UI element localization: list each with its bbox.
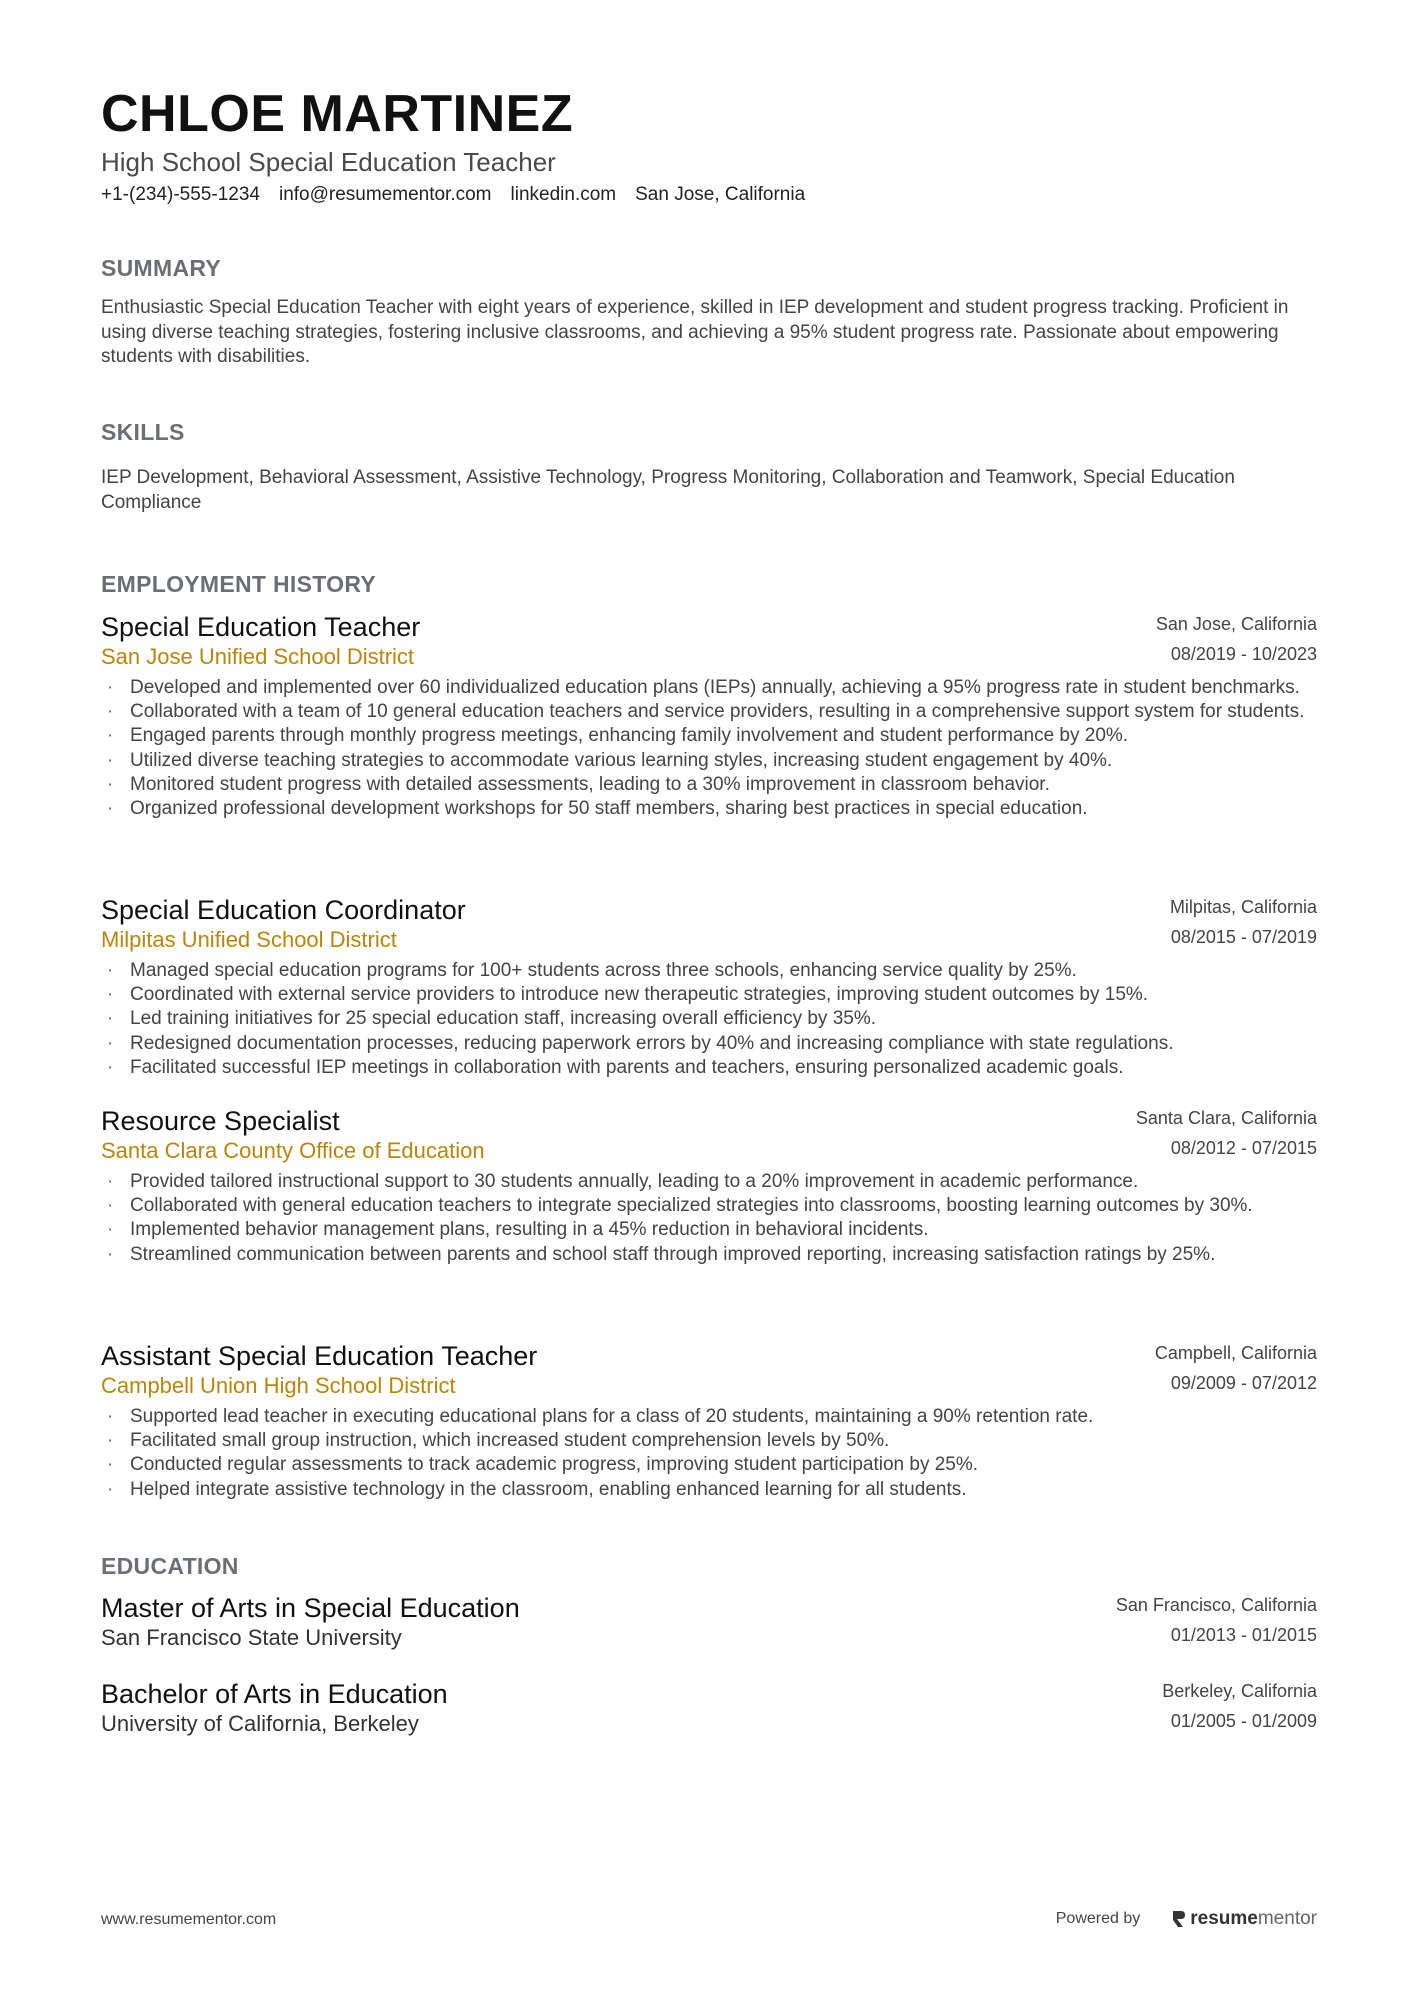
email: info@resumementor.com — [278, 184, 492, 205]
job-bullet: · Provided tailored instructional support to 30 students annually, leading to a 20% improvement in academic performance. — [101, 1170, 1317, 1194]
job-bullet: · Engaged parents through monthly progress meetings, enhancing family involvement and student performance by 20%. — [101, 724, 1317, 748]
job-bullet: · Facilitated successful IEP meetings in collaboration with parents and teachers, ensuring personalized academic goals. — [101, 1056, 1317, 1080]
phone: +1-(234)-555-1234 — [101, 184, 260, 205]
job-title: Assistant Special Education Teacher — [101, 1341, 538, 1371]
brand-logo[interactable] — [1170, 1908, 1317, 1930]
summary-text: Enthusiastic Special Education Teacher with eight years of experience, skilled in IEP development and student progress tracking. Proficient in using diverse teaching strategies, fostering inclusive classrooms, and achieving a 95% student progress rate. Passionate about empowering students with disabilities. — [101, 297, 1289, 367]
job-bullet: · Redesigned documentation processes, reducing paperwork errors by 40% and increasing compliance with state regulations. — [101, 1032, 1317, 1056]
footer-website[interactable]: www.resumementor.com — [101, 1911, 277, 1928]
job-location: Campbell, California — [1154, 1343, 1317, 1363]
job-bullets — [101, 959, 1317, 1080]
job-bullet: · Streamlined communication between parents and school staff through improved reporting, increasing satisfaction ratings by 25%. — [101, 1243, 1317, 1267]
job-bullet: · Facilitated small group instruction, which increased student comprehension levels by 50%. — [101, 1429, 1317, 1453]
school: San Francisco State University — [101, 1625, 402, 1650]
job-bullet: · Collaborated with general education teachers to integrate specialized strategies into classrooms, boosting learning outcomes by 30%. — [101, 1194, 1317, 1218]
job-organization: Milpitas Unified School District — [101, 927, 397, 952]
job-title: Special Education Coordinator — [101, 895, 466, 925]
job-bullet: · Developed and implemented over 60 individualized education plans (IEPs) annually, achieving a 95% progress rate in student benchmarks. — [101, 676, 1317, 700]
education-location: San Francisco, California — [1115, 1595, 1317, 1615]
skills-text: IEP Development, Behavioral Assessment, Assistive Technology, Progress Monitoring, Collaboration and Teamwork, Special Education Compliance — [101, 467, 1235, 513]
linkedin: linkedin.com — [510, 184, 617, 205]
job-dates: 09/2009 - 07/2012 — [1170, 1373, 1317, 1393]
education-dates: 01/2013 - 01/2015 — [1170, 1625, 1317, 1645]
job-bullet: · Managed special education programs for 100+ students across three schools, enhancing service quality by 25%. — [101, 959, 1317, 983]
education-location: Berkeley, California — [1162, 1681, 1317, 1701]
job-organization: San Jose Unified School District — [101, 644, 415, 669]
job-bullets — [101, 676, 1317, 821]
candidate-name: CHLOE MARTINEZ — [101, 85, 574, 143]
job-dates: 08/2015 - 07/2019 — [1170, 927, 1317, 947]
education-dates: 01/2005 - 01/2009 — [1170, 1711, 1317, 1731]
brand-name-bold: resume — [1190, 1908, 1258, 1929]
degree: Master of Arts in Special Education — [101, 1593, 520, 1623]
school: University of California, Berkeley — [101, 1711, 419, 1736]
location: San Jose, California — [635, 184, 806, 205]
job-bullet: · Led training initiatives for 25 special education staff, increasing overall efficiency by 35%. — [101, 1007, 1317, 1031]
degree: Bachelor of Arts in Education — [101, 1679, 448, 1709]
contact-info — [101, 184, 805, 206]
employment-heading: EMPLOYMENT HISTORY — [101, 571, 377, 597]
job-bullets — [101, 1405, 1317, 1502]
powered-by-label: Powered by — [1055, 1910, 1141, 1927]
job-bullets — [101, 1170, 1317, 1267]
job-bullet: · Conducted regular assessments to track academic progress, improving student participation by 25%. — [101, 1453, 1317, 1477]
education-heading: EDUCATION — [101, 1553, 239, 1579]
summary-heading: SUMMARY — [101, 255, 222, 281]
job-bullet: · Coordinated with external service providers to introduce new therapeutic strategies, improving student outcomes by 15%. — [101, 983, 1317, 1007]
job-dates: 08/2012 - 07/2015 — [1170, 1138, 1317, 1158]
job-title: Resource Specialist — [101, 1106, 340, 1136]
job-organization: Santa Clara County Office of Education — [101, 1138, 485, 1163]
footer-branding — [1056, 1908, 1317, 1930]
job-location: San Jose, California — [1155, 614, 1317, 634]
job-bullet: · Monitored student progress with detailed assessments, leading to a 30% improvement in classroom behavior. — [101, 773, 1317, 797]
job-location: Milpitas, California — [1169, 897, 1317, 917]
candidate-role: High School Special Education Teacher — [101, 147, 556, 177]
job-dates: 08/2019 - 10/2023 — [1170, 644, 1317, 664]
brand-name-light: mentor — [1257, 1908, 1317, 1929]
job-bullet: · Supported lead teacher in executing educational plans for a class of 20 students, maintaining a 90% retention rate. — [101, 1405, 1317, 1429]
skills-heading: SKILLS — [101, 419, 185, 445]
job-bullet: · Organized professional development workshops for 50 staff members, sharing best practices in special education. — [101, 797, 1317, 821]
job-bullet: · Collaborated with a team of 10 general education teachers and service providers, resulting in a comprehensive support system for students. — [101, 700, 1317, 724]
job-bullet: · Helped integrate assistive technology in the classroom, enabling enhanced learning for all students. — [101, 1478, 1317, 1502]
job-bullet: · Utilized diverse teaching strategies to accommodate various learning styles, increasing student engagement by 40%. — [101, 749, 1317, 773]
job-title: Special Education Teacher — [101, 612, 421, 642]
resumementor-logo-icon — [1170, 1909, 1186, 1929]
job-bullet: · Implemented behavior management plans, resulting in a 45% reduction in behavioral incidents. — [101, 1218, 1317, 1242]
job-organization: Campbell Union High School District — [101, 1373, 456, 1398]
job-location: Santa Clara, California — [1135, 1108, 1317, 1128]
